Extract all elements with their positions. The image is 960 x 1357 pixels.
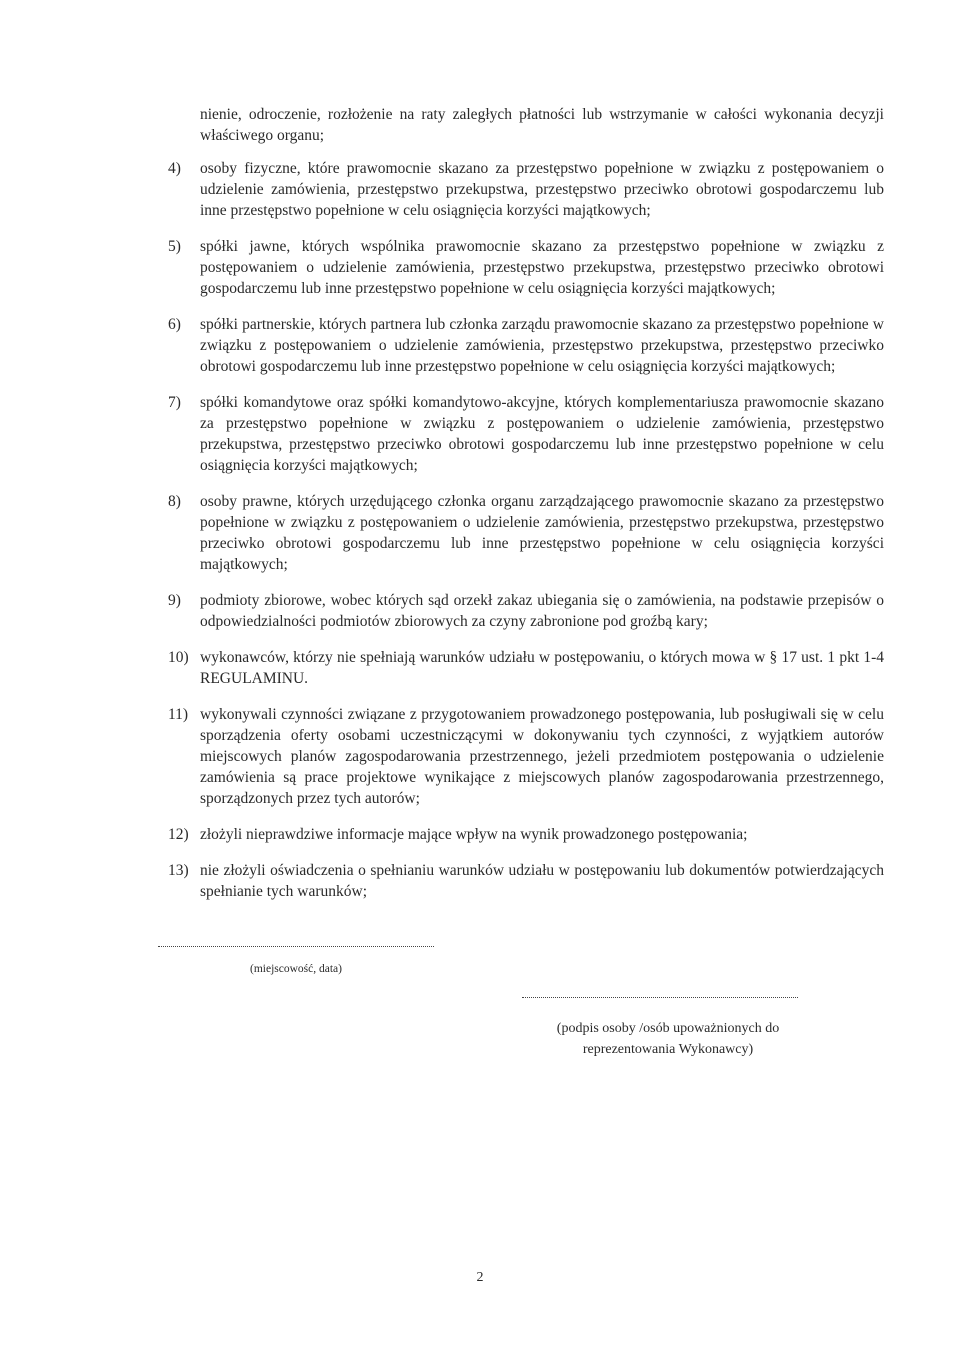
item-number: 4) [168,160,181,177]
signature-line [522,997,798,998]
signature-caption: (podpis osoby /osób upoważnionych do reprezentowania Wykonawcy) [556,1021,780,1057]
item-number: 11) [168,706,189,723]
item-text: złożyli nieprawdziwe informacje mające wpływ na wynik prowadzonego postępowania; [200,826,748,843]
page-number: 2 [476,1270,484,1285]
exclusion-list [168,158,884,917]
item-number: 6) [168,316,181,333]
list-item [168,491,884,575]
item-text: spółki komandytowe oraz spółki komandytowo-akcyjne, których komplementariusza prawomocnie skazano za przestępstwo popełnione w związku z postępowaniem o udzielenie zamówienia, przestępstwo przekupstwa, przestępstwo przeciwko obrotowi gospodarczemu lub inne przestępstwo popełnione w celu osiągnięcia korzyści majątkowych; [200,394,884,474]
item-text: spółki partnerskie, których partnera lub członka zarządu prawomocnie skazano za przestępstwo popełnione w związku z postępowaniem o udzielenie zamówienia, przestępstwo przekupstwa, przestępstwo przeciwko obrotowi gospodarczemu lub inne przestępstwo popełnione w celu osiągnięcia korzyści majątkowych; [200,316,884,375]
list-item [168,314,884,377]
place-date-line [158,946,434,947]
list-item [168,647,884,689]
item-text: wykonawców, którzy nie spełniają warunków udziału w postępowaniu, o których mowa w § 17 ust. 1 pkt 1-4 REGULAMINU. [200,649,884,687]
item-number: 12) [168,826,189,843]
item-text: podmioty zbiorowe, wobec których sąd orzekł zakaz ubiegania się o zamówienia, na podstawie przepisów o odpowiedzialności podmiotów zbiorowych za czyny zabronione pod groźbą kary; [200,592,884,630]
list-item [168,392,884,476]
list-item [168,860,884,902]
item-text: wykonywali czynności związane z przygotowaniem prowadzonego postępowania, lub posługiwali się w celu sporządzenia oferty osobami uczestniczącymi w dokonywaniu tych czynności, z wyjątkiem autorów miejscowych planów zagospodarowania przestrzennego, jeżeli przedmiotem postępowania o udzielenie zamówienia są prace projektowe wynikające z miejscowych planów zagospodarowania przestrzennego, sporządzonych przez tych autorów; [200,706,884,807]
item-text: osoby prawne, których urzędującego członka organu zarządzającego prawomocnie skazano za przestępstwo popełnione w związku z postępowaniem o udzielenie zamówienia, przestępstwo przekupstwa, przestępstwo przeciwko obrotowi gospodarczemu lub inne przestępstwo popełnione w celu osiągnięcia korzyści majątkowych; [200,493,884,573]
item-number: 13) [168,862,189,879]
item-text: spółki jawne, których wspólnika prawomocnie skazano za przestępstwo popełnione w związku z postępowaniem o udzielenie zamówienia, przestępstwo przekupstwa, przestępstwo przeciwko obrotowi gospodarczemu lub inne przestępstwo popełnione w celu osiągnięcia korzyści majątkowych; [200,238,884,297]
list-item [168,824,884,845]
item-text: osoby fizyczne, które prawomocnie skazano za przestępstwo popełnione w związku z postępowaniem o udzielenie zamówienia, przestępstwo przekupstwa, przestępstwo przeciwko obrotowi gospodarczemu lub inne przestępstwo popełnione w celu osiągnięcia korzyści majątkowych; [200,160,884,219]
place-date-caption: (miejscowość, data) [250,963,342,975]
item-number: 9) [168,592,181,609]
list-item [168,704,884,809]
continuation-paragraph: nienie, odroczenie, rozłożenie na raty zaległych płatności lub wstrzymanie w całości wykonania decyzji właściwego organu; [200,106,884,144]
item-number: 7) [168,394,181,411]
item-number: 10) [168,649,189,666]
list-item [168,158,884,221]
item-text: nie złożyli oświadczenia o spełnianiu warunków udziału w postępowaniu lub dokumentów potwierdzających spełnianie tych warunków; [200,862,884,900]
list-item [168,590,884,632]
list-item [168,236,884,299]
item-number: 5) [168,238,181,255]
item-number: 8) [168,493,181,510]
